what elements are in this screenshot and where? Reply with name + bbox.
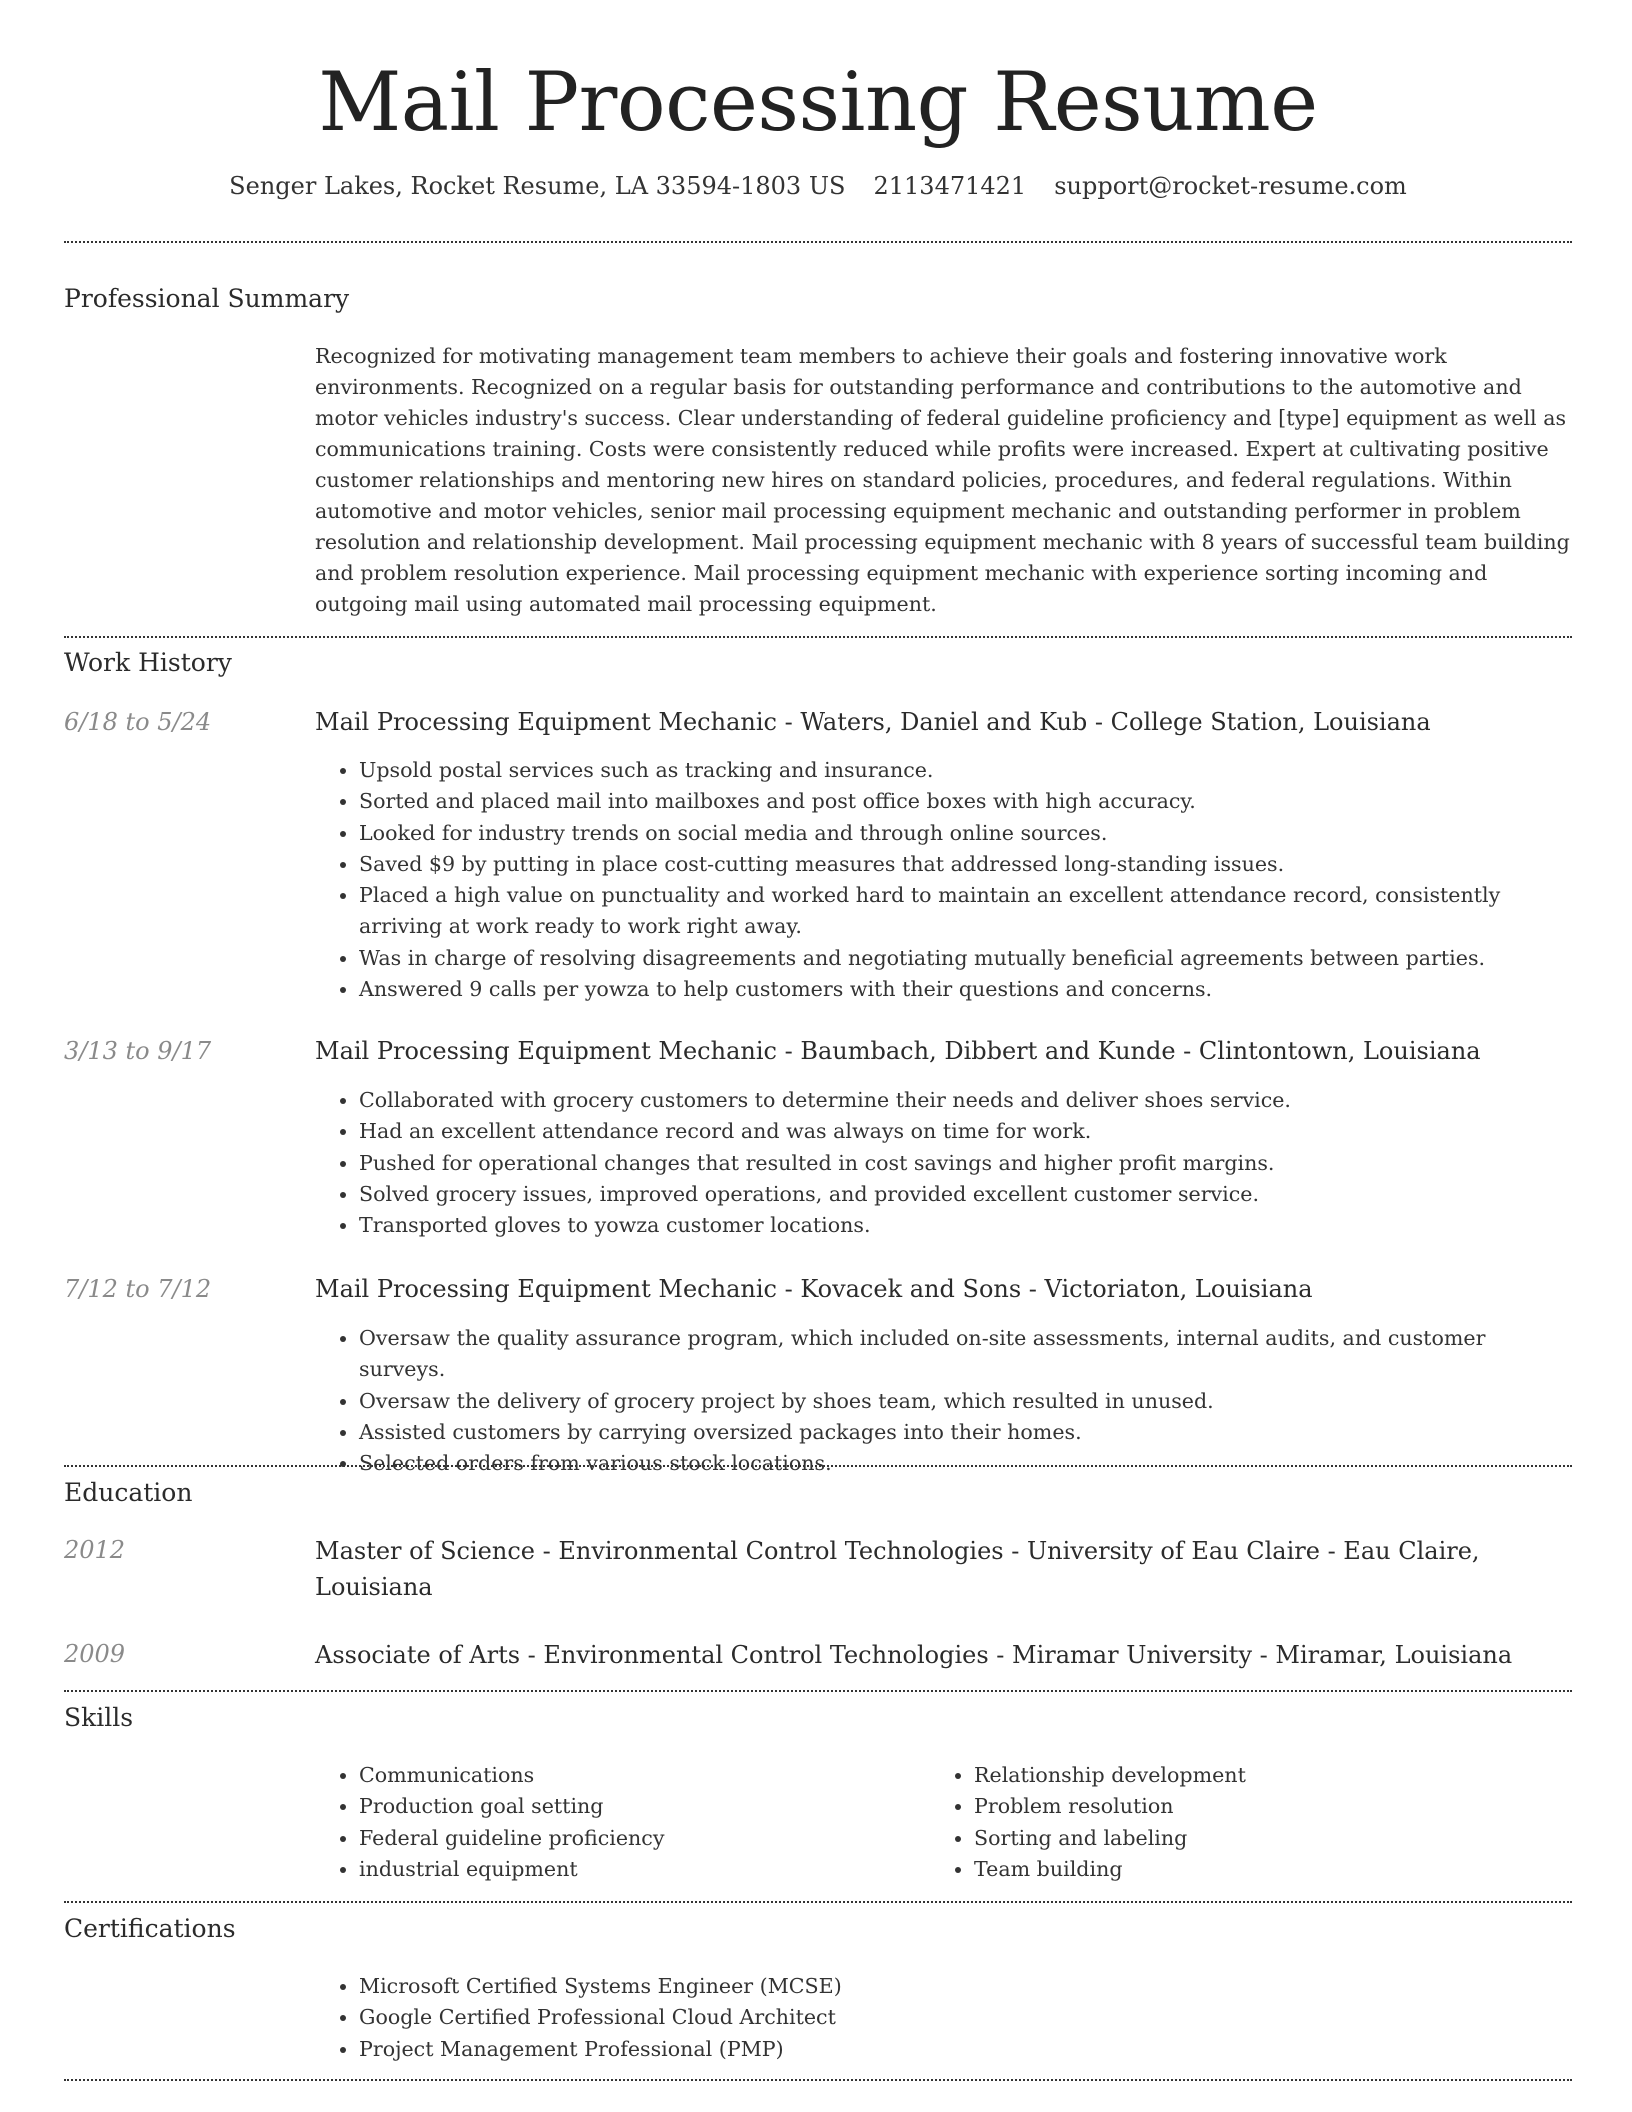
list-item: • industrial equipment	[359, 1854, 930, 1885]
job-bullets	[315, 1323, 1572, 1479]
section-divider	[64, 1901, 1572, 1903]
work-history-heading: Work History	[64, 648, 232, 677]
list-item: • Answered 9 calls per yowza to help customers with their questions and concerns.	[359, 974, 1572, 1005]
list-item: • Federal guideline proficiency	[359, 1823, 930, 1854]
job-bullets	[315, 1085, 1572, 1241]
list-item: • Placed a high value on punctuality and worked hard to maintain an excellent attendance record, consistently arriving at work ready to work right away.	[359, 880, 1572, 943]
contact-line	[64, 172, 1572, 200]
list-item: • Saved $9 by putting in place cost-cutting measures that addressed long-standing issues.	[359, 849, 1572, 880]
list-item: • Looked for industry trends on social media and through online sources.	[359, 818, 1572, 849]
education-heading-line: Associate of Arts - Environmental Control Technologies - Miramar University - Miramar, Louisiana	[315, 1641, 1513, 1669]
section-divider	[64, 2079, 1572, 2081]
job-dates: 3/13 to 9/17	[64, 1037, 212, 1065]
list-item: • Oversaw the delivery of grocery project by shoes team, which resulted in unused.	[359, 1386, 1572, 1417]
list-item: • Microsoft Certified Systems Engineer (MCSE)	[359, 1971, 1572, 2002]
list-item: • Had an excellent attendance record and was always on time for work.	[359, 1116, 1572, 1147]
list-item: • Collaborated with grocery customers to determine their needs and deliver shoes service.	[359, 1085, 1572, 1116]
section-divider	[64, 636, 1572, 638]
list-item: • Solved grocery issues, improved operations, and provided excellent customer service.	[359, 1179, 1572, 1210]
contact-phone: 2113471421	[873, 172, 1027, 200]
summary-heading: Professional Summary	[64, 284, 350, 313]
list-item: • Oversaw the quality assurance program, which included on-site assessments, internal audits, and customer surveys.	[359, 1323, 1572, 1386]
list-item: • Project Management Professional (PMP)	[359, 2034, 1572, 2065]
list-item: • Assisted customers by carrying oversized packages into their homes.	[359, 1417, 1572, 1448]
list-item: • Was in charge of resolving disagreements and negotiating mutually beneficial agreements between parties.	[359, 943, 1572, 974]
list-item: • Sorting and labeling	[974, 1823, 1545, 1854]
job-dates: 7/12 to 7/12	[64, 1275, 212, 1303]
education-heading-line: Master of Science - Environmental Control Technologies - University of Eau Claire - Eau Claire, Louisiana	[315, 1537, 1480, 1601]
contact-email: support@rocket-resume.com	[1054, 172, 1407, 200]
job-bullets	[315, 755, 1572, 1005]
list-item: • Relationship development	[974, 1760, 1545, 1791]
job-heading: Mail Processing Equipment Mechanic - Kovacek and Sons - Victoriaton, Louisiana	[315, 1275, 1313, 1303]
section-divider	[64, 1690, 1572, 1692]
list-item: • Selected orders from various stock locations.	[359, 1448, 1572, 1479]
education-year: 2009	[64, 1640, 126, 1668]
certifications-list	[315, 1971, 1572, 2065]
job-heading: Mail Processing Equipment Mechanic - Waters, Daniel and Kub - College Station, Louisiana	[315, 708, 1431, 736]
skills-list-left	[315, 1760, 930, 1885]
list-item: • Pushed for operational changes that resulted in cost savings and higher profit margins.	[359, 1148, 1572, 1179]
summary-text: Recognized for motivating management team members to achieve their goals and fostering innovative work environments. Recognized on a regular basis for outstanding performance and contributions to the automotive and motor vehicles industry's success. Clear understanding of federal guideline proficiency and [type] equipment as well as communications training. Costs were consistently reduced while profits were increased. Expert at cultivating positive customer relationships and mentoring new hires on standard policies, procedures, and federal regulations. Within automotive and motor vehicles, senior mail processing equipment mechanic and outstanding performer in problem resolution and relationship development. Mail processing equipment mechanic with 8 years of successful team building and problem resolution experience. Mail processing equipment mechanic with experience sorting incoming and outgoing mail using automated mail processing equipment.	[315, 344, 1570, 616]
list-item: • Google Certified Professional Cloud Architect	[359, 2002, 1572, 2033]
skills-list-right	[930, 1760, 1545, 1885]
list-item: • Team building	[974, 1854, 1545, 1885]
list-item: • Production goal setting	[359, 1791, 930, 1822]
certifications-heading: Certifications	[64, 1914, 236, 1943]
section-divider	[64, 241, 1572, 243]
job-heading: Mail Processing Equipment Mechanic - Baumbach, Dibbert and Kunde - Clintontown, Louisiana	[315, 1037, 1481, 1065]
list-item: • Transported gloves to yowza customer locations.	[359, 1210, 1572, 1241]
list-item: • Communications	[359, 1760, 930, 1791]
resume-title: Mail Processing Resume	[318, 56, 1318, 150]
education-year: 2012	[64, 1536, 126, 1564]
skills-heading: Skills	[64, 1703, 134, 1732]
job-dates: 6/18 to 5/24	[64, 708, 212, 736]
list-item: • Sorted and placed mail into mailboxes and post office boxes with high accuracy.	[359, 786, 1572, 817]
contact-address: Senger Lakes, Rocket Resume, LA 33594-1803 US	[229, 172, 846, 200]
education-heading: Education	[64, 1478, 193, 1507]
list-item: • Upsold postal services such as tracking and insurance.	[359, 755, 1572, 786]
section-divider	[64, 1465, 1572, 1467]
list-item: • Problem resolution	[974, 1791, 1545, 1822]
